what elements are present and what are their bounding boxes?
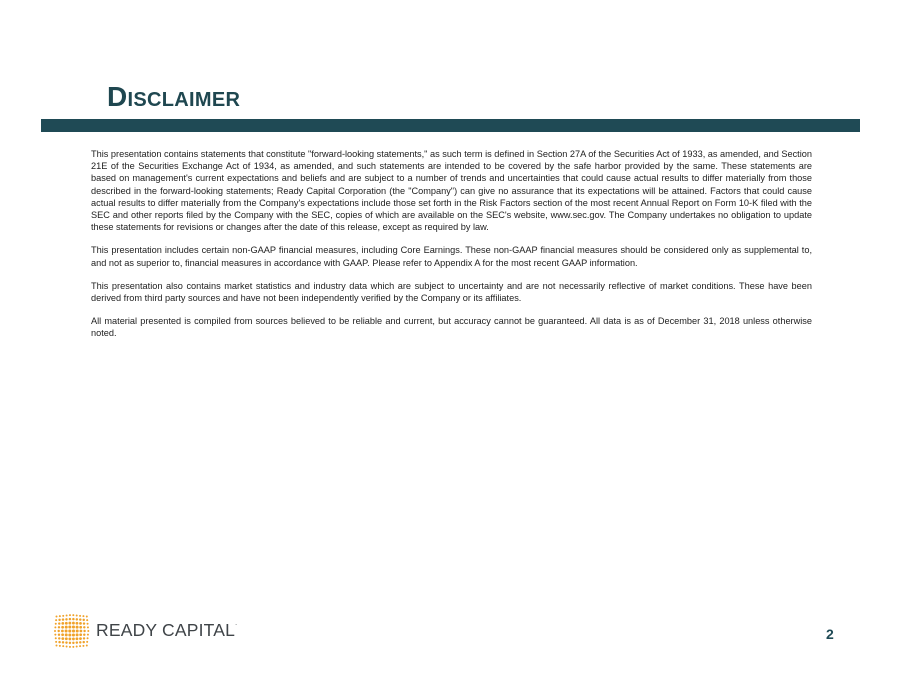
logo-dot [61, 630, 64, 633]
logo-dot [72, 614, 74, 616]
ready-capital-logo [52, 612, 252, 650]
logo-dot [62, 615, 64, 617]
logo-dot [56, 616, 58, 618]
logo-dot [55, 619, 57, 621]
logo-dot [76, 637, 79, 640]
logo-dot [83, 622, 85, 624]
logo-dot [62, 645, 64, 647]
header-rule [41, 119, 860, 132]
logo-dot [57, 630, 59, 632]
logo-dot [54, 634, 56, 636]
logo-dot [69, 614, 71, 616]
logo-dot [68, 626, 71, 629]
disclaimer-body [91, 148, 812, 351]
logo-dot [72, 633, 75, 636]
logo-dot [65, 626, 68, 629]
logo-dot [68, 633, 71, 636]
logo-dot [72, 642, 74, 644]
logo-dot [58, 633, 60, 635]
logo-dot [68, 629, 71, 632]
dot-grid-logo-icon [52, 612, 92, 650]
logo-dot [79, 615, 81, 617]
logo-dot [61, 626, 64, 629]
logo-dot [58, 641, 60, 643]
logo-dot [76, 633, 79, 636]
logo-dot [54, 630, 56, 632]
paragraph-market-data: This presentation also contains market statistics and industry data which are subject to uncertainty and are not necessarily reflective of market conditions. These have been derived from third party sources and have not been independently verified by the Company or its affiliates. [91, 280, 812, 304]
logo-dot [79, 622, 82, 625]
logo-dot [58, 619, 60, 621]
logo-dot [83, 633, 85, 635]
logo-dot [58, 637, 60, 639]
logo-dot [69, 642, 71, 644]
logo-dot [79, 618, 81, 620]
logo-dot [56, 645, 58, 647]
paragraph-non-gaap: This presentation includes certain non-GAAP financial measures, including Core Earnings. These non-GAAP financial measures should be considered only as supplemental to, and not as superior to, financial measures in accordance with GAAP. Please refer to Appendix A for the most recent GAAP information. [91, 245, 812, 268]
logo-dot [79, 641, 81, 643]
logo-text: READY CAPITAL [96, 620, 236, 640]
logo-wordmark [96, 620, 237, 641]
logo-dot [82, 615, 84, 617]
logo-dot [72, 618, 74, 620]
page-number: 2 [826, 626, 834, 642]
logo-dot [61, 622, 64, 625]
logo-dot [62, 641, 64, 643]
logo-dot [65, 618, 67, 620]
logo-dot [86, 641, 88, 643]
title-rest: ISCLAIMER [127, 89, 241, 111]
logo-dot [79, 633, 82, 636]
logo-dot [79, 645, 81, 647]
logo-dot [79, 626, 82, 629]
logo-dot [55, 637, 57, 639]
logo-dot [83, 626, 85, 628]
logo-dot [58, 626, 60, 628]
page-title [107, 80, 240, 117]
logo-dot [86, 645, 88, 647]
logo-dot [87, 634, 89, 636]
logo-dot [65, 641, 67, 643]
logo-dot [76, 618, 78, 620]
logo-dot [68, 622, 71, 625]
logo-dot [86, 616, 88, 618]
logo-dot [54, 626, 56, 628]
logo-dot [59, 645, 61, 647]
logo-dot [65, 633, 68, 636]
logo-dot [87, 623, 89, 625]
logo-dot [87, 630, 89, 632]
logo-dot [62, 618, 64, 620]
logo-dot [69, 618, 71, 620]
logo-dot [83, 630, 85, 632]
logo-dot [72, 629, 75, 632]
logo-dot [76, 622, 79, 625]
logo-dot [55, 641, 57, 643]
logo-dot [61, 637, 64, 640]
logo-dot [65, 630, 68, 633]
logo-dot [68, 638, 71, 641]
logo-dot [76, 646, 78, 648]
logo-dot [59, 615, 61, 617]
logo-dot [55, 623, 57, 625]
logo-dot [76, 615, 78, 617]
logo-dot [61, 633, 64, 636]
logo-dot [66, 646, 68, 648]
logo-dot [83, 637, 85, 639]
title-initial: D [107, 81, 128, 112]
logo-dot [66, 615, 68, 617]
logo-reg-mark: . [235, 620, 238, 627]
paragraph-data-date: All material presented is compiled from sources believed to be reliable and current, but accuracy cannot be guaranteed. All data is as of December 31, 2018 unless otherwise noted. [91, 316, 812, 339]
logo-dot [86, 619, 88, 621]
logo-dot [76, 630, 79, 633]
paragraph-forward-looking: This presentation contains statements that constitute "forward-looking statements," as such term is defined in Section 27A of the Securities Act of 1933, as amended, and Section 21E of the Securities Exchange Act of 1934, as amended, and such statements are intended to be covered by the safe harbor provided by the same. These statements are based on management's current expectations and beliefs and are subject to a number of trends and uncertainties that could cause actual results to differ materially from those described in the forward-looking statements; Ready Capital Corporation (the "Company") can give no assurance that its expectations will be attained. Factors that could cause actual results to differ materially from the Company's expectations include those set forth in the Risk Factors section of the most recent Annual Report on Form 10-K filed with the SEC and other reports filed by the Company with the SEC, copies of which are available on the SEC's website, www.sec.gov. The Company undertakes no obligation to update these statements for revisions or changes after the date of this release, except as required by law. [91, 149, 812, 233]
logo-dot [65, 622, 68, 625]
logo-dot [76, 641, 78, 643]
logo-dot [72, 626, 75, 629]
logo-dot [72, 622, 75, 625]
logo-dot [72, 638, 75, 641]
logo-dot [72, 646, 74, 648]
logo-dot [83, 619, 85, 621]
logo-dot [87, 637, 89, 639]
logo-dot [69, 646, 71, 648]
logo-dot [80, 630, 83, 633]
logo-dot [76, 626, 79, 629]
logo-dot [87, 626, 89, 628]
logo-dot [83, 641, 85, 643]
logo-dot [79, 637, 82, 640]
logo-dot [65, 637, 68, 640]
logo-dot [82, 645, 84, 647]
logo-dot [58, 622, 60, 624]
